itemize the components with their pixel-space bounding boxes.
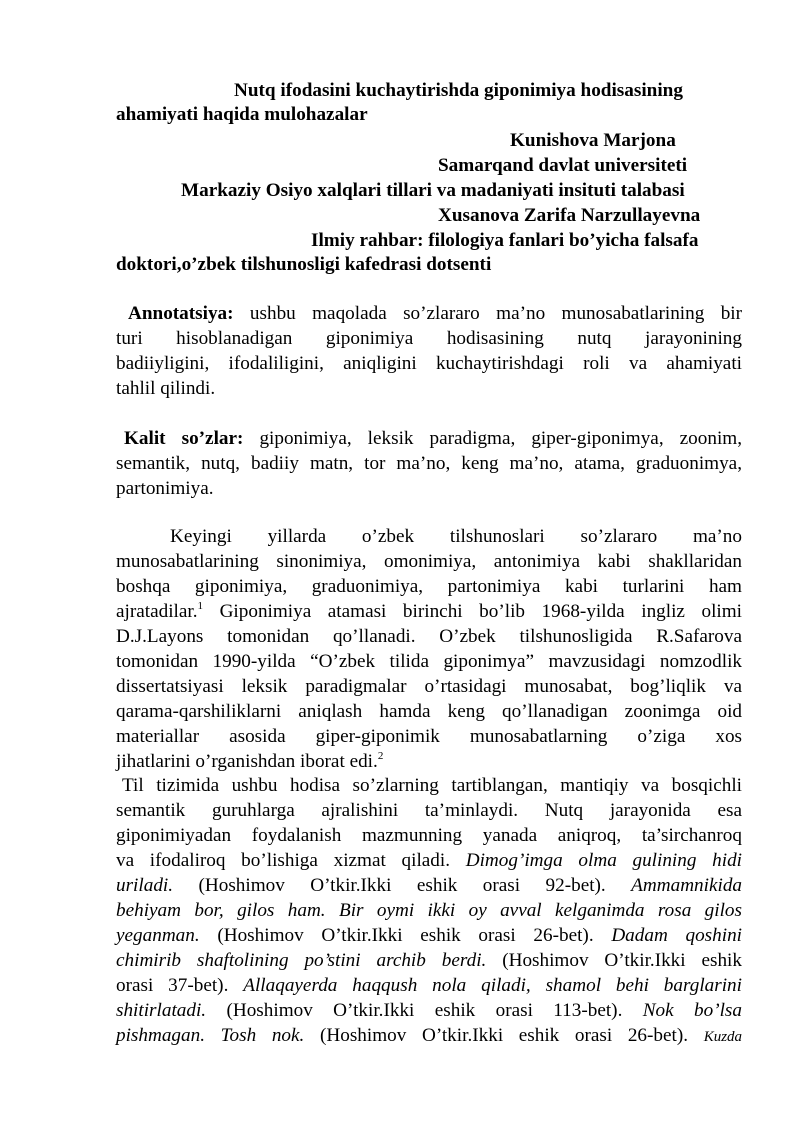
body-p2-line-2: semantik guruhlarga ajralishini ta’minlaydi. Nutq jarayonida esa <box>116 800 742 821</box>
keywords-label: Kalit so’zlar: <box>124 428 244 449</box>
advisor-title-line-2: doktori,o’zbek tilshunosligi kafedrasi dotsenti <box>116 254 492 275</box>
institute-name: Markaziy Osiyo xalqlari tillari va madaniyati insituti talabasi <box>181 180 685 201</box>
body-p2-line-9: orasi 37-bet). Allaqayerda haqqush nola qiladi, shamol behi barglarini <box>116 975 742 996</box>
university-name: Samarqand davlat universiteti <box>438 155 688 176</box>
annotation-line-4: tahlil qilindi. <box>116 378 216 399</box>
body-p2-line-7: yeganman. (Hoshimov O’tkir.Ikki eshik orasi 26-bet). Dadam qoshini <box>116 925 742 946</box>
advisor-title-line-1: Ilmiy rahbar: filologiya fanlari bo’yicha falsafa <box>311 230 699 251</box>
body-p1-line-7: dissertatsiyasi leksik paradigmalar o’rtasidagi munosabat, bog’liqlik va <box>116 676 742 697</box>
body-p2-line-8: chimirib shaftolining po’stini archib berdi. (Hoshimov O’tkir.Ikki eshik <box>116 950 742 971</box>
title-line-1: Nutq ifodasini kuchaytirishda giponimiya hodisasining <box>234 80 683 101</box>
body-p1-line-1: Keyingi yillarda o’zbek tilshunoslari so’zlararo ma’no <box>170 526 742 547</box>
body-p1-line-3: boshqa giponimiya, graduonimiya, partonimiya kabi turlarini ham <box>116 576 742 597</box>
author-name: Kunishova Marjona <box>510 130 676 151</box>
body-p2-line-5: uriladi. (Hoshimov O’tkir.Ikki eshik orasi 92-bet). Ammamnikida <box>116 875 743 896</box>
footnote-ref-1[interactable]: 1 <box>197 600 203 612</box>
body-p2-line-6: behiyam bor, gilos ham. Bir oymi ikki oy avval kelganimda rosa gilos <box>116 900 742 921</box>
body-p1-line-9: materiallar asosida giper-giponimik munosabatlarning o’ziga xos <box>116 726 742 747</box>
body-p1-line-2: munosabatlarining sinonimiya, omonimiya, antonimiya kabi shakllaridan <box>116 551 742 572</box>
example-quote: Dimog’imga olma gulining hidi <box>465 850 742 871</box>
body-p2-line-4: va ifodaliroq bo’lishiga xizmat qiladi. Dimog’imga olma gulining hidi <box>116 850 742 871</box>
body-p1-line-5: D.J.Layons tomonidan qo’llanadi. O’zbek tilshunosligida R.Safarova <box>116 626 742 647</box>
body-p1-line-10: jihatlarini o’rganishdan iborat edi.$^2$ <box>116 750 384 772</box>
body-p1-line-6: tomonidan 1990-yilda “O’zbek tilida giponimya” mavzusidagi nomzodlik <box>116 651 742 672</box>
advisor-name: Xusanova Zarifa Narzullayevna <box>438 205 701 226</box>
footnote-ref-2[interactable]: 2 <box>377 750 384 762</box>
body-p1-line-8: qarama-qarshiliklarni aniqlash hamda keng qo’llanadigan zoonimga oid <box>116 701 742 722</box>
keywords-line-3: partonimiya. <box>116 478 214 499</box>
annotation-line-1: Annotatsiya: ushbu maqolada so’zlararo ma’no munosabatlarining bir <box>128 303 743 324</box>
body-p2-line-10: shitirlatadi. (Hoshimov O’tkir.Ikki eshik orasi 113-bet). Nok bo’lsa <box>116 1000 742 1021</box>
annotation-line-2: turi hisoblanadigan giponimiya hodisasining nutq jarayonining <box>116 328 742 349</box>
body-p1-line-4: ajratadilar.$^1$ Giponimiya atamasi birinchi bo’lib 1968-yilda ingliz olimi <box>116 600 743 622</box>
body-p2-line-11: pishmagan. Tosh nok. (Hoshimov O’tkir.Ikki eshik orasi 26-bet). Kuzda <box>116 1025 743 1046</box>
annotation-line-3: badiiyligini, ifodaliligini, aniqligini kuchaytirishdagi roli va ahamiyati <box>116 353 742 374</box>
keywords-line-1: Kalit so’zlar: giponimiya, leksik paradigma, giper-giponimya, zoonim, <box>124 428 743 449</box>
title-line-2: ahamiyati haqida mulohazalar <box>116 104 368 125</box>
keywords-line-2: semantik, nutq, badiiy matn, tor ma’no, keng ma’no, atama, graduonimya, <box>116 453 742 474</box>
annotation-label: Annotatsiya: <box>128 303 234 324</box>
body-p2-line-1: Til tizimida ushbu hodisa so’zlarning tartiblangan, mantiqiy va bosqichli <box>122 775 742 796</box>
body-p2-line-3: giponimiyadan foydalanish mazmunning yanada aniqroq, ta’sirchanroq <box>116 825 742 846</box>
